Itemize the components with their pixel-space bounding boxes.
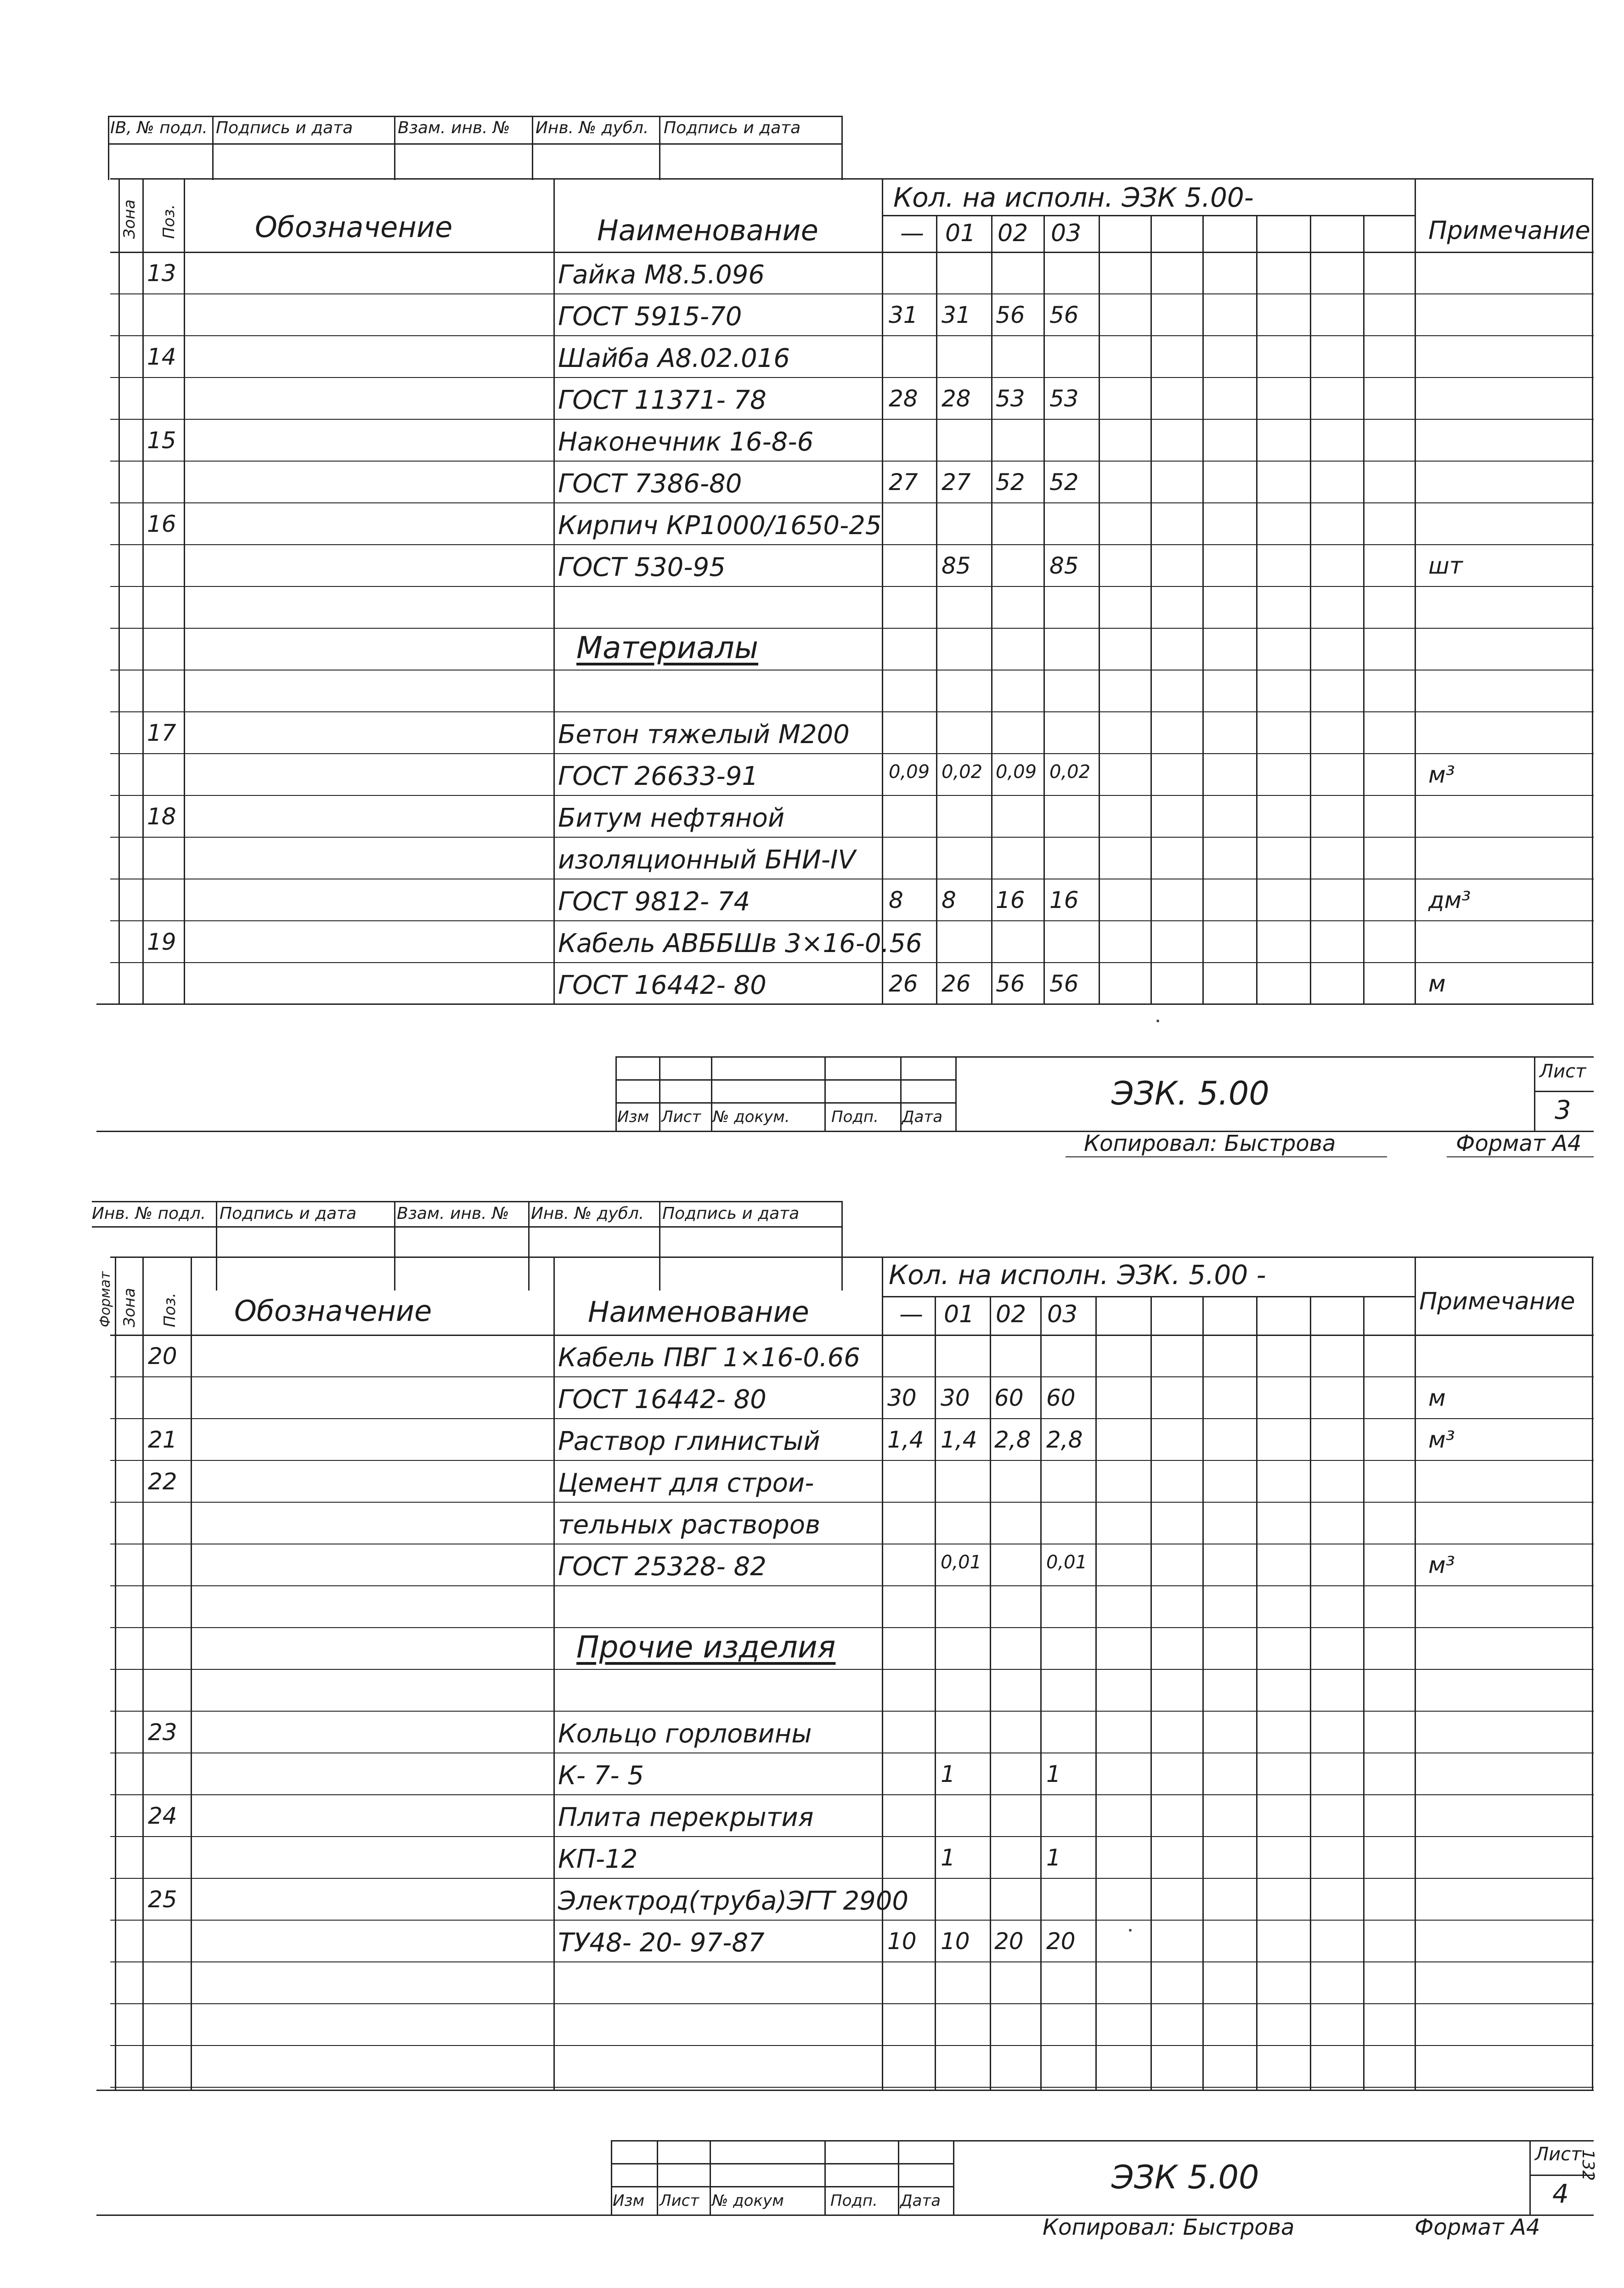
qty-group-header: Кол. на исполн. ЭЗК 5.00- — [893, 182, 1254, 213]
name-header: Наименование — [588, 1295, 809, 1329]
table-bottom-line — [96, 2090, 1594, 2091]
stamp-bottom-line — [96, 2215, 1594, 2216]
format-label: Формат А4 — [1415, 2215, 1540, 2240]
quantity-cell: 20 — [994, 1928, 1024, 1955]
item-name: ГОСТ 9812- 74 — [558, 887, 750, 917]
stamp-label: Изм — [613, 2192, 645, 2210]
row-line — [110, 2045, 1594, 2046]
item-name: ГОСТ 530-95 — [558, 552, 726, 582]
row-line — [110, 419, 1594, 420]
stamp-divider — [615, 1056, 617, 1132]
stamp-divider — [611, 2140, 612, 2216]
divider — [394, 1201, 395, 1291]
position-number: 16 — [147, 511, 176, 537]
position-number: 19 — [147, 929, 176, 955]
stamp-divider — [711, 1056, 712, 1132]
stamp-label: Лист — [660, 2192, 699, 2210]
quantity-cell: 31 — [889, 302, 918, 328]
qty-header-line — [882, 215, 1415, 216]
stamp-line — [615, 1079, 955, 1081]
quantity-cell: 0,09 — [889, 761, 930, 783]
row-line — [110, 837, 1594, 838]
note-header: Примечание — [1428, 216, 1590, 245]
scan-speck — [1129, 1929, 1132, 1932]
note-cell: м — [1428, 970, 1446, 997]
quantity-cell: 1,4 — [887, 1426, 924, 1453]
quantity-cell: 0,01 — [1046, 1552, 1088, 1573]
item-name: ГОСТ 11371- 78 — [558, 385, 767, 415]
quantity-cell: 52 — [996, 469, 1025, 496]
qty-col-header: 01 — [945, 220, 976, 247]
underline — [1066, 1156, 1387, 1157]
item-name: Кирпич КР1000/1650-25 — [558, 511, 882, 541]
stamp-label: № докум. — [713, 1108, 790, 1126]
stamp-line — [615, 1102, 955, 1104]
row-line — [110, 502, 1594, 503]
quantity-cell: 16 — [996, 887, 1025, 913]
col-line — [936, 215, 937, 1005]
row-line — [110, 628, 1594, 629]
position-number: 14 — [147, 344, 176, 370]
divider — [394, 116, 395, 180]
row-line — [110, 335, 1594, 336]
stamp-divider — [955, 1056, 957, 1132]
qty-col-header: — — [900, 220, 924, 247]
note-cell: дм³ — [1428, 887, 1471, 913]
quantity-cell: 1 — [1046, 1761, 1061, 1787]
zone-header: Зона — [120, 1288, 139, 1327]
row-line — [110, 1878, 1594, 1879]
quantity-cell: 60 — [1046, 1385, 1076, 1411]
item-name: ГОСТ 25328- 82 — [558, 1552, 767, 1582]
position-number: 18 — [147, 803, 176, 830]
spec-sheet-4 — [0, 1171, 1624, 2288]
note-cell: м³ — [1428, 1426, 1455, 1453]
quantity-cell: 16 — [1049, 887, 1079, 913]
stamp-line — [611, 2186, 953, 2187]
qty-group-header: Кол. на исполн. ЭЗК. 5.00 - — [889, 1259, 1266, 1291]
col-line — [882, 178, 883, 1005]
table-header-line — [110, 1335, 1594, 1336]
row-line — [110, 1794, 1594, 1795]
header-label: Инв. № дубл. — [536, 118, 649, 137]
col-line — [553, 1257, 555, 2090]
table-top-line — [110, 178, 1594, 180]
col-line — [184, 178, 185, 1005]
header-label: Взам. инв. № — [398, 118, 510, 137]
col-line — [1363, 215, 1365, 1005]
stamp-label: Подп. — [831, 1108, 879, 1126]
designation-header: Обозначение — [255, 210, 453, 244]
quantity-cell: 52 — [1049, 469, 1079, 496]
col-line — [1363, 1296, 1365, 2090]
document-code: ЭЗК. 5.00 — [1111, 1075, 1269, 1112]
item-name: ГОСТ 16442- 80 — [558, 970, 767, 1000]
stamp-divider — [898, 2140, 899, 2216]
col-line — [115, 1257, 116, 2090]
quantity-cell: 30 — [887, 1385, 917, 1411]
col-line — [1095, 1296, 1097, 2090]
divider — [659, 116, 660, 180]
stamp-divider — [659, 1056, 660, 1132]
position-number: 13 — [147, 260, 176, 287]
item-name: Электрод(труба)ЭГТ 2900 — [558, 1886, 908, 1916]
stamp-line — [611, 2163, 953, 2164]
divider — [212, 116, 214, 180]
col-line — [1415, 178, 1416, 1005]
quantity-cell: 27 — [889, 469, 918, 496]
quantity-cell: 31 — [942, 302, 971, 328]
item-name: Раствор глинистый — [558, 1426, 820, 1456]
row-line — [110, 795, 1594, 796]
section-title: Прочие изделия — [576, 1629, 836, 1665]
row-line — [110, 1376, 1594, 1377]
header-label: Подпись и дата — [220, 1204, 357, 1223]
stamp-label: Подп. — [830, 2192, 878, 2210]
item-name: К- 7- 5 — [558, 1761, 644, 1791]
header-label: Подпись и дата — [664, 118, 801, 137]
col-line — [1043, 215, 1045, 1005]
scan-speck — [1156, 1020, 1159, 1022]
zone-header: Зона — [120, 199, 139, 239]
row-line — [110, 962, 1594, 963]
col-line — [1256, 1296, 1257, 2090]
col-line — [1310, 1296, 1311, 2090]
quantity-cell: 28 — [889, 385, 918, 412]
quantity-cell: 27 — [942, 469, 971, 496]
note-header: Примечание — [1419, 1288, 1575, 1315]
position-number: 20 — [148, 1343, 177, 1369]
col-line — [1592, 178, 1593, 1005]
header-label: Подпись и дата — [662, 1204, 800, 1223]
divider — [841, 1201, 843, 1291]
col-line — [990, 1296, 991, 2090]
sheet-number: 3 — [1555, 1095, 1571, 1125]
header-label: Подпись и дата — [216, 118, 353, 137]
quantity-cell: 0,09 — [996, 761, 1037, 783]
quantity-cell: 56 — [996, 302, 1025, 328]
item-name: Гайка М8.5.096 — [558, 260, 765, 290]
qty-col-header: 03 — [1051, 220, 1082, 247]
col-line — [1415, 1257, 1416, 2090]
stamp-line — [611, 2140, 1594, 2141]
col-line — [118, 178, 120, 1005]
quantity-cell: 1 — [941, 1761, 955, 1787]
row-line — [110, 293, 1594, 294]
note-cell: шт — [1428, 552, 1463, 579]
format-label: Формат А4 — [1456, 1131, 1582, 1156]
col-line — [142, 1257, 144, 2090]
col-line — [191, 1257, 192, 2090]
format-header: Формат — [97, 1271, 113, 1327]
quantity-cell: 53 — [996, 385, 1025, 412]
sheet-label: Лист — [1535, 2144, 1582, 2165]
stamp-label: Изм — [617, 1108, 649, 1126]
divider — [108, 116, 109, 180]
item-name: тельных растворов — [558, 1510, 820, 1540]
row-line — [110, 1460, 1594, 1461]
quantity-cell: 10 — [941, 1928, 970, 1955]
quantity-cell: 20 — [1046, 1928, 1076, 1955]
quantity-cell: 8 — [889, 887, 903, 913]
stamp-line — [615, 1056, 1594, 1058]
note-cell: м³ — [1428, 761, 1455, 788]
stamp-label: Дата — [902, 1108, 943, 1126]
header-bottom-line — [92, 1226, 843, 1228]
stamp-label: Дата — [900, 2192, 941, 2210]
col-line — [991, 215, 992, 1005]
position-number: 15 — [147, 427, 176, 454]
position-number: 24 — [148, 1803, 177, 1829]
divider — [528, 1201, 530, 1291]
quantity-cell: 56 — [996, 970, 1025, 997]
header-label: ІВ, № подл. — [110, 118, 208, 137]
row-line — [110, 1920, 1594, 1921]
col-line — [1099, 215, 1100, 1005]
name-header: Наименование — [597, 214, 818, 247]
position-number: 22 — [148, 1468, 177, 1495]
quantity-cell: 56 — [1049, 302, 1079, 328]
qty-col-header: 03 — [1047, 1301, 1078, 1328]
qty-col-header: 02 — [996, 1301, 1026, 1328]
item-name: изоляционный БНИ-IV — [558, 845, 856, 875]
item-name: ТУ48- 20- 97-87 — [558, 1928, 765, 1958]
row-line — [110, 544, 1594, 545]
item-name: Наконечник 16-8-6 — [558, 427, 814, 457]
quantity-cell: 28 — [942, 385, 971, 412]
row-line — [110, 1004, 1594, 1005]
qty-col-header: 02 — [998, 220, 1028, 247]
row-line — [110, 377, 1594, 378]
stamp-divider — [824, 1056, 826, 1132]
quantity-cell: 26 — [942, 970, 971, 997]
edge-page-number: 132 — [1579, 2149, 1597, 2181]
quantity-cell: 1 — [941, 1844, 955, 1871]
item-name: ГОСТ 7386-80 — [558, 469, 742, 499]
quantity-cell: 0,01 — [941, 1552, 982, 1573]
copied-by: Копировал: Быстрова — [1084, 1131, 1336, 1156]
quantity-cell: 60 — [994, 1385, 1024, 1411]
section-title: Материалы — [576, 630, 758, 665]
item-name: ГОСТ 26633-91 — [558, 761, 758, 791]
stamp-divider — [953, 2140, 954, 2216]
col-line — [553, 178, 555, 1005]
row-line — [110, 920, 1594, 921]
row-line — [110, 1669, 1594, 1670]
header-top-line — [108, 116, 843, 117]
position-number: 25 — [148, 1886, 177, 1913]
copied-by: Копировал: Быстрова — [1043, 2215, 1295, 2240]
col-line — [935, 1296, 936, 2090]
divider — [216, 1201, 217, 1291]
stamp-divider — [900, 1056, 902, 1132]
col-line — [1202, 1296, 1204, 2090]
note-cell: м³ — [1428, 1552, 1455, 1578]
row-line — [110, 461, 1594, 462]
sheet-number: 4 — [1552, 2179, 1569, 2209]
item-name: Плита перекрытия — [558, 1803, 814, 1832]
item-name: Битум нефтяной — [558, 803, 785, 833]
row-line — [110, 1836, 1594, 1837]
stamp-line — [1534, 1091, 1594, 1092]
item-name: ГОСТ 5915-70 — [558, 302, 742, 332]
item-name: КП-12 — [558, 1844, 638, 1874]
quantity-cell: 1,4 — [941, 1426, 977, 1453]
qty-col-header: 01 — [944, 1301, 975, 1328]
item-name: Шайба А8.02.016 — [558, 344, 790, 373]
stamp-label: № докум — [712, 2192, 784, 2210]
stamp-label: Лист — [661, 1108, 701, 1126]
col-line — [1202, 215, 1204, 1005]
row-line — [110, 1627, 1594, 1628]
row-line — [110, 1711, 1594, 1712]
quantity-cell: 26 — [889, 970, 918, 997]
divider — [841, 116, 843, 180]
quantity-cell: 8 — [942, 887, 956, 913]
pos-header: Поз. — [160, 204, 178, 239]
position-number: 17 — [147, 720, 176, 746]
col-line — [1040, 1296, 1042, 2090]
qty-header-line — [882, 1296, 1415, 1297]
header-label: Инв. № дубл. — [531, 1204, 644, 1223]
col-line — [1592, 1257, 1593, 2090]
row-line — [110, 1418, 1594, 1419]
quantity-cell: 85 — [942, 552, 971, 579]
col-line — [1150, 215, 1152, 1005]
table-top-line — [110, 1257, 1594, 1258]
item-name: Кабель ПВГ 1×16-0.66 — [558, 1343, 860, 1373]
quantity-cell: 10 — [887, 1928, 917, 1955]
row-line — [110, 670, 1594, 671]
col-line — [1310, 215, 1311, 1005]
pos-header: Поз. — [161, 1292, 179, 1327]
row-line — [110, 1585, 1594, 1586]
quantity-cell: 1 — [1046, 1844, 1061, 1871]
stamp-divider — [710, 2140, 711, 2216]
row-line — [110, 1961, 1594, 1962]
stamp-divider — [657, 2140, 658, 2216]
quantity-cell: 2,8 — [1046, 1426, 1083, 1453]
stamp-divider — [1529, 2140, 1531, 2216]
stamp-divider — [1534, 1056, 1535, 1132]
row-line — [110, 2003, 1594, 2004]
header-top-line — [92, 1201, 843, 1202]
divider — [659, 1201, 660, 1291]
stamp-bottom-line — [96, 1131, 1594, 1132]
col-line — [882, 1257, 883, 2090]
col-line — [1256, 215, 1257, 1005]
quantity-cell: 0,02 — [942, 761, 983, 783]
quantity-cell: 53 — [1049, 385, 1079, 412]
header-label: Инв. № подл. — [92, 1204, 206, 1223]
col-line — [142, 178, 144, 1005]
row-line — [110, 711, 1594, 712]
item-name: ГОСТ 16442- 80 — [558, 1385, 767, 1415]
stamp-divider — [824, 2140, 826, 2216]
quantity-cell: 30 — [941, 1385, 970, 1411]
col-line — [1150, 1296, 1152, 2090]
header-label: Взам. инв. № — [397, 1204, 509, 1223]
quantity-cell: 56 — [1049, 970, 1079, 997]
sheet-label: Лист — [1539, 1061, 1586, 1082]
designation-header: Обозначение — [234, 1294, 432, 1328]
item-name: Цемент для строи- — [558, 1468, 814, 1498]
row-line — [110, 753, 1594, 754]
divider — [532, 116, 533, 180]
note-cell: м — [1428, 1385, 1446, 1411]
row-line — [110, 1502, 1594, 1503]
document-code: ЭЗК 5.00 — [1111, 2158, 1259, 2196]
underline — [1447, 1156, 1594, 1157]
item-name: Кабель АВББШв 3×16-0.56 — [558, 929, 922, 958]
position-number: 23 — [148, 1719, 177, 1746]
table-header-line — [110, 252, 1594, 253]
quantity-cell: 0,02 — [1049, 761, 1091, 783]
item-name: Кольцо горловины — [558, 1719, 812, 1749]
qty-col-header: — — [899, 1301, 923, 1328]
quantity-cell: 2,8 — [994, 1426, 1031, 1453]
row-line — [110, 586, 1594, 587]
position-number: 21 — [148, 1426, 177, 1453]
header-bottom-line — [108, 143, 843, 145]
row-line — [110, 2087, 1594, 2088]
item-name: Бетон тяжелый М200 — [558, 720, 850, 750]
quantity-cell: 85 — [1049, 552, 1079, 579]
